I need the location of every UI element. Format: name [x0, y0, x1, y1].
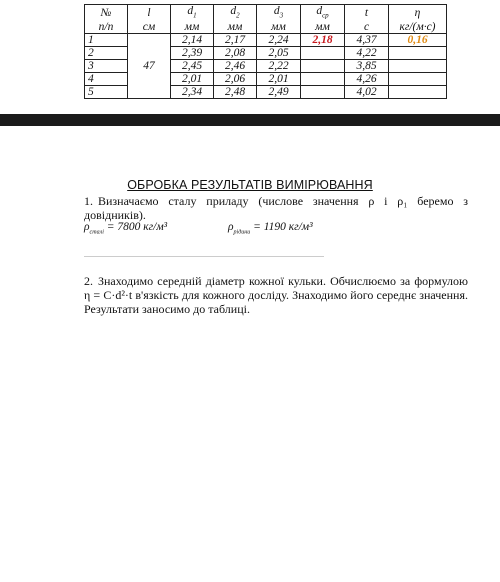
cell-n: 5 — [85, 86, 128, 99]
unit-number: п/п — [85, 21, 128, 34]
rho-symbol: ρ — [228, 221, 234, 233]
cell-d3: 2,49 — [257, 86, 301, 99]
unit-l: см — [128, 21, 171, 34]
cell-d2: 2,17 — [214, 34, 257, 47]
page-separator-band — [0, 114, 500, 126]
step-1-number: 1. — [84, 194, 93, 208]
cell-t: 4,37 — [345, 34, 389, 47]
cell-dcp — [301, 47, 345, 60]
unit-dcp: мм — [301, 21, 345, 34]
col-header-d1: $d_1$ — [171, 5, 214, 22]
col-header-dcp: $d_{ср}$ — [301, 5, 345, 22]
cell-d2: 2,48 — [214, 86, 257, 99]
liquid-density-formula — [228, 221, 313, 235]
cell-t: 4,26 — [345, 73, 389, 86]
rho-subscript: сталі — [89, 229, 104, 236]
liquid-density-value: = 1190 кг/м³ — [250, 221, 313, 233]
table-header-row-2 — [85, 21, 447, 34]
step-2-number: 2. — [84, 274, 93, 288]
cell-l: 47 — [128, 34, 171, 99]
cell-d2: 2,46 — [214, 60, 257, 73]
cell-n: 4 — [85, 73, 128, 86]
cell-eta — [389, 73, 447, 86]
cell-d1: 2,45 — [171, 60, 214, 73]
cell-dcp — [301, 60, 345, 73]
cell-d1: 2,01 — [171, 73, 214, 86]
table-header-row-1 — [85, 5, 447, 22]
cell-d2: 2,06 — [214, 73, 257, 86]
step-2-paragraph — [84, 274, 468, 316]
rho-symbol: ρ — [84, 221, 90, 233]
step-1-text: Визначаємо сталу приладу (числове значення ρ і ρ₁ беремо з довідників). — [84, 194, 468, 222]
cell-eta — [389, 60, 447, 73]
col-header-d3: $d_3$ — [257, 5, 301, 22]
cell-d3: 2,01 — [257, 73, 301, 86]
steel-density-formula — [84, 221, 167, 235]
step-2-text: Знаходимо середній діаметр кожної кульки. Обчислюємо за формулою η = C·d²·t в'язкість для кожного досліду. Знаходимо його середнє значення. Результати заносимо до таблиці. — [84, 274, 468, 316]
unit-d2: мм — [214, 21, 257, 34]
cell-dcp: 2,18 — [301, 34, 345, 47]
divider-line — [84, 256, 324, 257]
col-header-t: t — [345, 5, 389, 22]
cell-d3: 2,05 — [257, 47, 301, 60]
unit-d3: мм — [257, 21, 301, 34]
measurement-table — [84, 4, 447, 99]
col-header-eta: η — [389, 5, 447, 22]
cell-n: 2 — [85, 47, 128, 60]
unit-t: с — [345, 21, 389, 34]
cell-t: 3,85 — [345, 60, 389, 73]
cell-t: 4,22 — [345, 47, 389, 60]
cell-d3: 2,24 — [257, 34, 301, 47]
cell-d3: 2,22 — [257, 60, 301, 73]
cell-n: 1 — [85, 34, 128, 47]
col-header-number: № — [85, 5, 128, 22]
unit-eta: кг/(м·с) — [389, 21, 447, 34]
cell-eta — [389, 47, 447, 60]
cell-d1: 2,34 — [171, 86, 214, 99]
steel-density-value: = 7800 кг/м³ — [103, 221, 168, 233]
col-header-l: l — [128, 5, 171, 22]
cell-d2: 2,08 — [214, 47, 257, 60]
section-heading: ОБРОБКА РЕЗУЛЬТАТІВ ВИМІРЮВАННЯ — [127, 178, 373, 192]
results-page — [0, 126, 500, 582]
table-row — [85, 34, 447, 47]
step-1-paragraph — [84, 194, 468, 222]
cell-dcp — [301, 73, 345, 86]
cell-eta: 0,16 — [389, 34, 447, 47]
col-header-d2: $d_2$ — [214, 5, 257, 22]
rho-subscript: рідини — [233, 229, 251, 236]
cell-d1: 2,39 — [171, 47, 214, 60]
table-page-fragment — [0, 0, 500, 112]
cell-n: 3 — [85, 60, 128, 73]
cell-dcp — [301, 86, 345, 99]
cell-t: 4,02 — [345, 86, 389, 99]
cell-eta — [389, 86, 447, 99]
cell-d1: 2,14 — [171, 34, 214, 47]
unit-d1: мм — [171, 21, 214, 34]
